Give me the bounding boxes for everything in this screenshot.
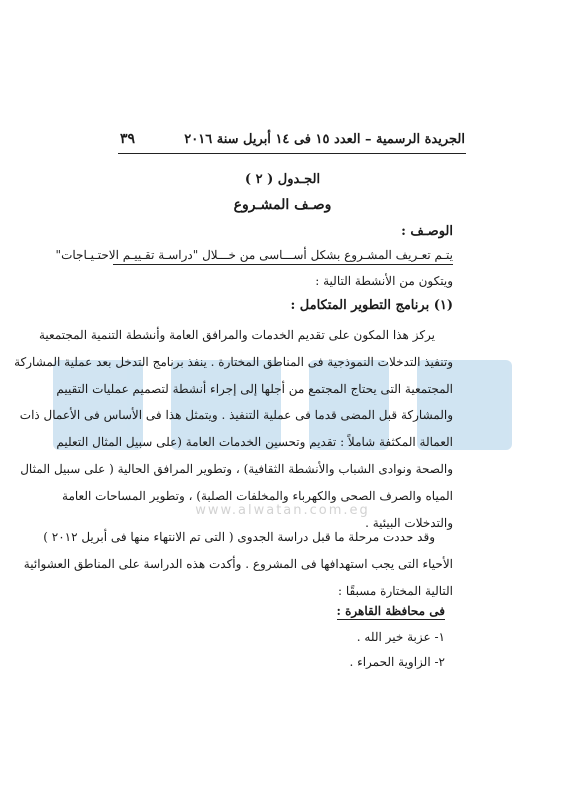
paragraph-line: يركز هذا المكون على تقديم الخدمات والمرافق العامة وأنشطة التنمية المجتمعية xyxy=(38,328,435,342)
watermark-url: www.alwatan.com.eg xyxy=(195,503,370,518)
activities-line: ويتكون من الأنشطة التالية : xyxy=(315,274,453,288)
table-title: وصـف المشـروع xyxy=(233,197,332,213)
paragraph-line: والصحة ونوادى الشباب والأنشطة الثقافية) ، وتطوير المرافق الحالية ( على سبيل المثال xyxy=(20,461,453,476)
section-heading: (١) برنامج التطوير المتكامل : xyxy=(290,298,453,313)
paragraph-line: المجتمعية التى يحتاج المجتمع من أجلها إلى إجراء أنشطة لتصميم عمليات التقييم xyxy=(56,381,453,396)
paragraph-line: والتدخلات البيئية . xyxy=(365,515,453,530)
paragraph-line: العمالة المكثفة شاملاً : تقديم وتحسين الخدمات العامة (على سبيل المثال التعليم xyxy=(56,435,453,450)
paragraph-line: المياه والصرف الصحى والكهرباء والمخلفات الصلبة) ، وتطوير المساحات العامة xyxy=(62,488,453,503)
paragraph-line: والمشاركة قبل المضى قدما فى عملية التنفيذ . ويتمثل هذا فى الأساس فى الأعمال ذات xyxy=(19,408,453,423)
paragraph-2 xyxy=(23,524,453,604)
paragraph-1 xyxy=(14,322,453,536)
list-item: ٢- الزاوية الحمراء . xyxy=(349,655,445,669)
paragraph-line: وتنفيذ التدخلات النموذجية فى المناطق المختارة . ينفذ برنامج التدخل بعد عملية المشاركة xyxy=(14,354,453,369)
table-label: الجـدول ( ٢ ) xyxy=(244,172,321,187)
cairo-list-title: فى محافظة القاهرة : xyxy=(336,604,445,618)
page-header xyxy=(120,129,465,149)
paragraph-line: وقد حددت مرحلة ما قبل دراسة الجدوى ( التى تم الانتهاء منها فى أبريل ٢٠١٢ ) xyxy=(43,530,435,544)
description-label: الوصـف : xyxy=(401,224,453,239)
page-number: ٣٩ xyxy=(120,131,136,147)
gazette-title: الجريدة الرسمية – العدد ١٥ فى ١٤ أبريل سنة ٢٠١٦ xyxy=(184,131,465,147)
paragraph-line: الأحياء التى يجب استهدافها فى المشروع . وأكدت هذه الدراسة على المناطق العشوائية xyxy=(23,556,453,571)
intro-line: يتـم تعـريف المشـروع بشكل أســـاسى من خـــلال "دراسـة تقـييـم الاحتـيـاجات" xyxy=(113,248,453,265)
paragraph-line: التالية المختارة مسبقًا : xyxy=(338,583,453,598)
list-item: ١- عزبة خير الله . xyxy=(356,630,445,644)
header-divider xyxy=(118,153,466,154)
